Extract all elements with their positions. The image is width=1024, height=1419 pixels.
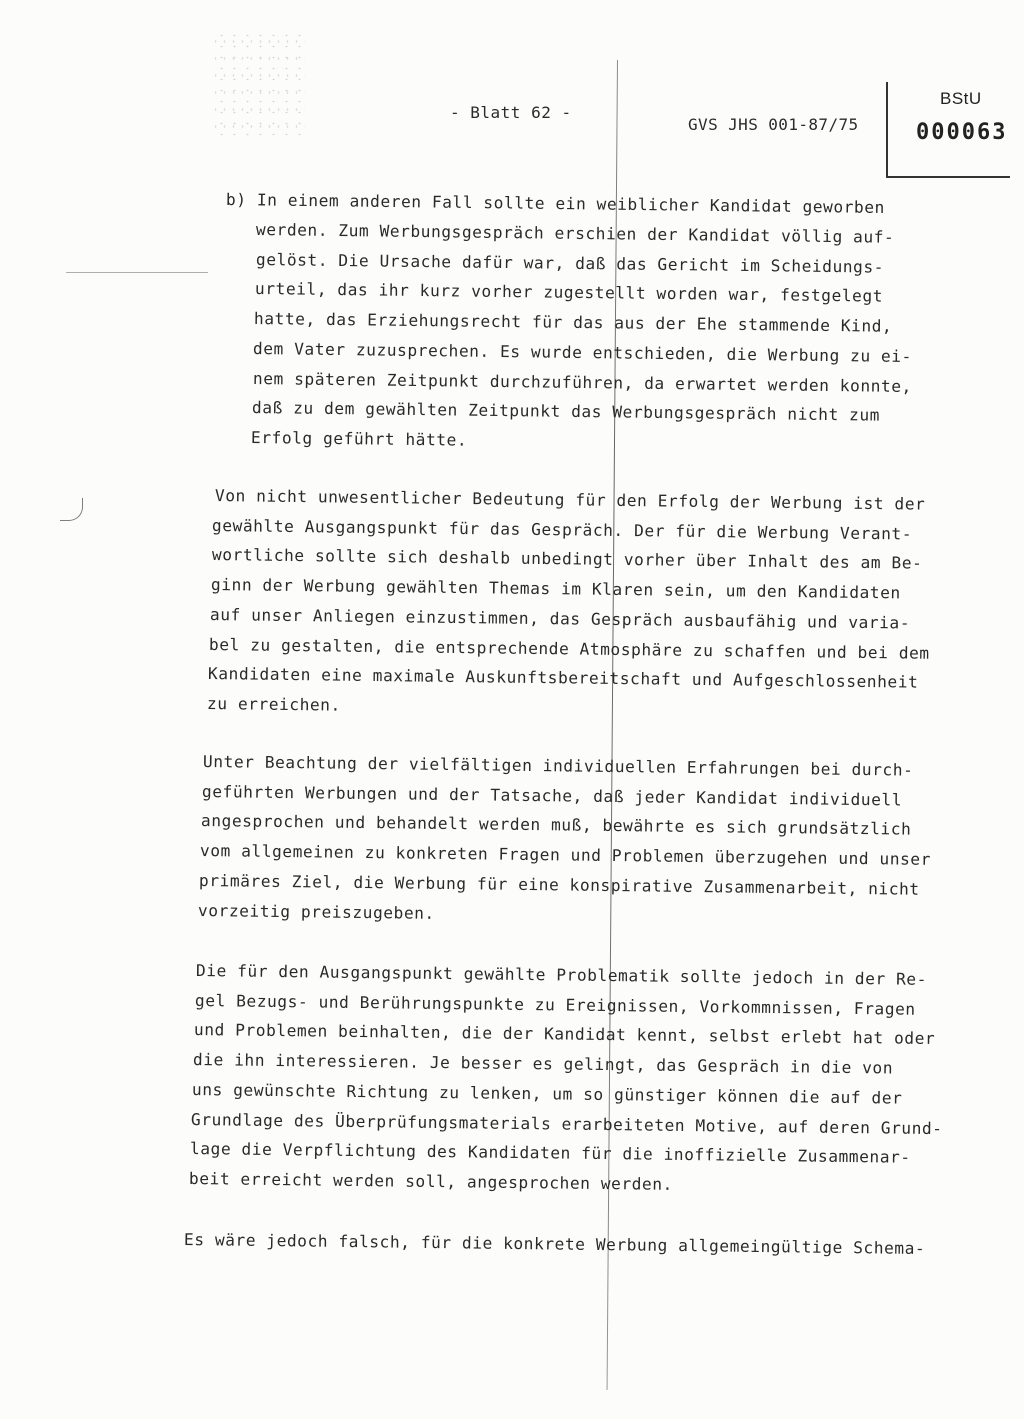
text-line: vorzeitig preiszugeben. [197,901,435,923]
margin-mark [66,272,208,273]
text-line: dem Vater zuzusprechen. Es wurde entschieden, die Werbung zu ei- [252,339,913,367]
text-line: hatte, das Erziehungsrecht für das aus der Ehe stammende Kind, [253,309,893,336]
text-line: angesprochen und behandelt werden muß, bewährte es sich grundsätzlich [200,811,912,839]
text-line: Erfolg geführt hätte. [250,428,468,450]
page-number: - Blatt 62 - [450,103,572,122]
stamp-label: BStU [940,89,982,108]
text-line: vom allgemeinen zu konkreten Fragen und Problemen überzugehen und unser [199,841,932,869]
scan-noise [215,30,305,140]
text-line: gewählte Ausgangspunkt für das Gespräch. Der für die Werbung Verant- [211,516,913,544]
text-line: die ihn interessieren. Je besser es gelingt, das Gespräch in die von [192,1050,894,1078]
text-line: zu erreichen. [206,694,341,715]
text-line: b) In einem anderen Fall sollte ein weiblicher Kandidat geworben [225,190,886,218]
text-line: Es wäre jedoch falsch, für die konkrete Werbung allgemeingültige Schema- [183,1230,926,1259]
text-line: bel zu gestalten, die entsprechende Atmosphäre zu schaffen und bei dem [208,635,930,663]
text-line: nem späteren Zeitpunkt durchzuführen, da erwartet werden konnte, [252,369,913,397]
text-line: lage die Verpflichtung des Kandidaten für die inoffizielle Zusammenar- [189,1139,911,1167]
text-line: Kandidaten eine maximale Auskunftsbereitschaft und Aufgeschlossenheit [207,664,919,692]
text-line: gelöst. Die Ursache dafür war, daß das Gericht im Scheidungs- [255,250,885,277]
archive-stamp [886,82,1010,178]
text-line: Die für den Ausgangspunkt gewählte Problematik sollte jedoch in der Re- [195,961,928,989]
text-line: uns gewünschte Richtung zu lenken, um so günstiger können die auf der [191,1080,903,1108]
margin-hook-mark [60,498,83,521]
text-line: beit erreicht werden soll, angesprochen werden. [188,1169,673,1194]
stamp-number: 000063 [916,120,1008,145]
text-line: auf unser Anliegen einzustimmen, das Gespräch ausbaufähig und varia- [209,605,911,633]
text-line: wortliche sollte sich deshalb unbedingt vorher über Inhalt des am Be- [211,545,923,573]
text-line: gel Bezugs- und Berührungspunkte zu Ereignissen, Vorkommnissen, Fragen [194,991,916,1019]
text-line: geführten Werbungen und der Tatsache, daß jeder Kandidat individuell [201,782,903,810]
text-line: Unter Beachtung der vielfältigen individuellen Erfahrungen bei durch- [202,752,914,780]
text-line: urteil, das ihr kurz vorher zugestellt worden war, festgelegt [254,279,884,306]
text-line: Von nicht unwesentlicher Bedeutung für den Erfolg der Werbung ist der [214,486,926,514]
text-line: daß zu dem gewählten Zeitpunkt das Werbungsgespräch nicht zum [251,398,881,425]
text-line: ginn der Werbung gewählten Themas im Klaren sein, um den Kandidaten [210,575,901,603]
text-line: Grundlage des Überprüfungsmaterials erarbeiteten Motive, auf deren Grund- [190,1110,943,1139]
text-line: und Problemen beinhalten, die der Kandidat kennt, selbst erlebt hat oder [193,1020,936,1049]
document-reference: GVS JHS 001-87/75 [688,115,859,134]
text-line: primäres Ziel, die Werbung für eine konspirative Zusammenarbeit, nicht [198,871,920,899]
text-line: werden. Zum Werbungsgespräch erschien der Kandidat völlig auf- [255,220,895,247]
